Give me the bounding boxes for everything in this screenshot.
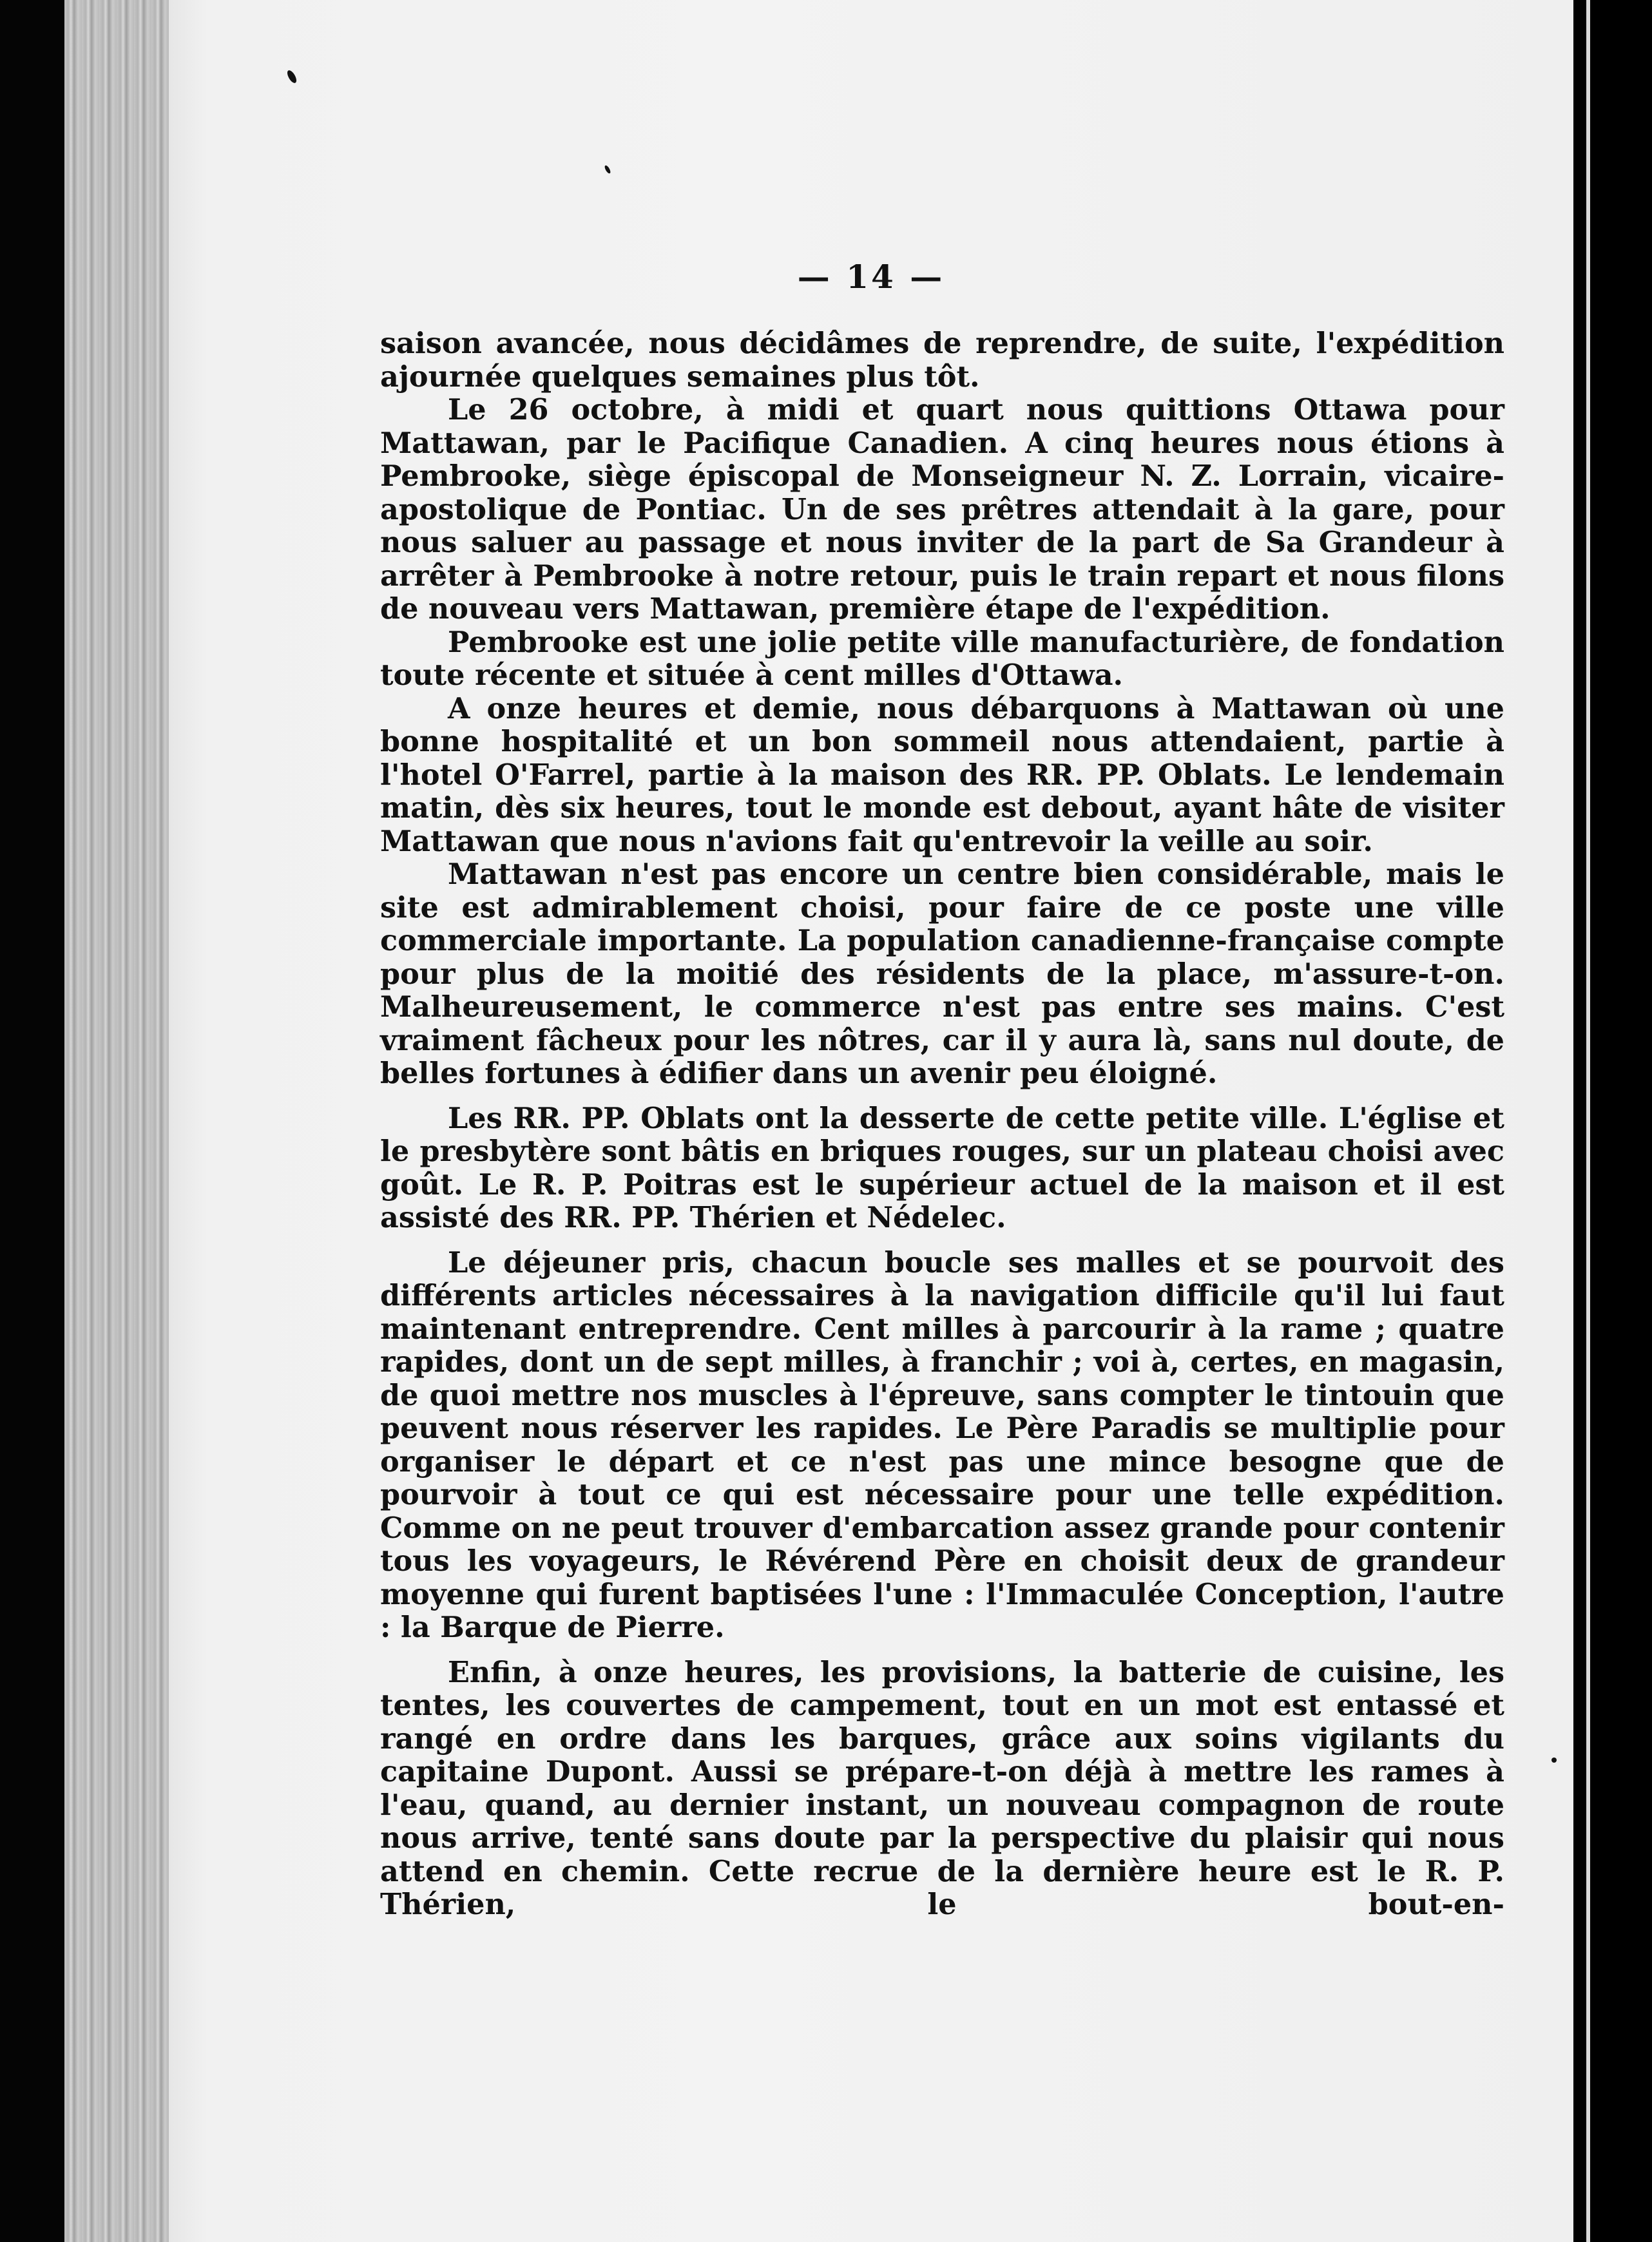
paragraph: Enfin, à onze heures, les provisions, la batterie de cuisine, les tentes, les couvertes de campement, tout en un mot est entassé et rangé en ordre dans les barques, grâce aux soins vigilants du capitaine Dupont. Aussi se prépare-t-on déjà à mettre les rames à l'eau, quand, au dernier instant, un nouveau compagnon de route nous arrive, tenté sans doute par la perspective du plaisir qui nous attend en chemin. Cette recrue de la dernière heure est le R. P. Thérien, le bout-en- xyxy=(380,1655,1504,1921)
scan-speck xyxy=(1551,1758,1557,1763)
scan-right-border xyxy=(1573,0,1652,2242)
paragraph: Mattawan n'est pas encore un centre bien considérable, mais le site est admirablement choisi, pour faire de ce poste une ville commerciale importante. La population canadienne-française compte pour plus de la moitié des résidents de la place, m'assure-t-on. Malheureusement, le commerce n'est pas entre ses mains. C'est vraiment fâcheux pour les nôtres, car il y aura là, sans nul doute, de belles fortunes à édifier dans un avenir peu éloigné. xyxy=(380,858,1504,1090)
page-body xyxy=(380,327,1504,1922)
paragraph: Les RR. PP. Oblats ont la desserte de cette petite ville. L'église et le presbytère sont bâtis en briques rouges, sur un plateau choisi avec goût. Le R. P. Poitras est le supérieur actuel de la maison et il est assisté des RR. PP. Thérien et Nédelec. xyxy=(380,1101,1504,1234)
paragraph: Le déjeuner pris, chacun boucle ses malles et se pourvoit des différents articles nécessaires à la navigation difficile qu'il lui faut maintenant entreprendre. Cent milles à parcourir à la rame ; quatre rapides, dont un de sept milles, à franchir ; voi à, certes, en magasin, de quoi mettre nos muscles à l'épreuve, sans compter le tintouin que peuvent nous réserver les rapides. Le Père Paradis se multiplie pour organiser le départ et ce n'est pas une mince besogne que de pourvoir à tout ce qui est nécessaire pour une telle expédition. Comme on ne peut trouver d'embarcation assez grande pour contenir tous les voyageurs, le Révérend Père en choisit deux de grandeur moyenne qui furent baptisées l'une : l'Immaculée Conception, l'autre : la Barque de Pierre. xyxy=(380,1245,1504,1644)
book-page-edges xyxy=(64,0,171,2242)
page-number: — 14 — xyxy=(797,258,945,296)
paragraph: Pembrooke est une jolie petite ville manufacturière, de fondation toute récente et située à cent milles d'Ottawa. xyxy=(380,625,1504,692)
paragraph: Le 26 octobre, à midi et quart nous quittions Ottawa pour Mattawan, par le Pacifique Canadien. A cinq heures nous étions à Pembrooke, siège épiscopal de Monseigneur N. Z. Lorrain, vicaire-apostolique de Pontiac. Un de ses prêtres attendait à la gare, pour nous saluer au passage et nous inviter de la part de Sa Grandeur à arrêter à Pembrooke à notre retour, puis le train repart et nous filons de nouveau vers Mattawan, première étape de l'expédition. xyxy=(380,393,1504,626)
paragraph: A onze heures et demie, nous débarquons à Mattawan où une bonne hospitalité et un bon sommeil nous attendaient, partie à l'hotel O'Farrel, partie à la maison des RR. PP. Oblats. Le lendemain matin, dès six heures, tout le monde est debout, ayant hâte de visiter Mattawan que nous n'avions fait qu'entrevoir la veille au soir. xyxy=(380,691,1504,858)
paragraph: saison avancée, nous décidâmes de reprendre, de suite, l'expédition ajournée quelques semaines plus tôt. xyxy=(380,327,1504,394)
